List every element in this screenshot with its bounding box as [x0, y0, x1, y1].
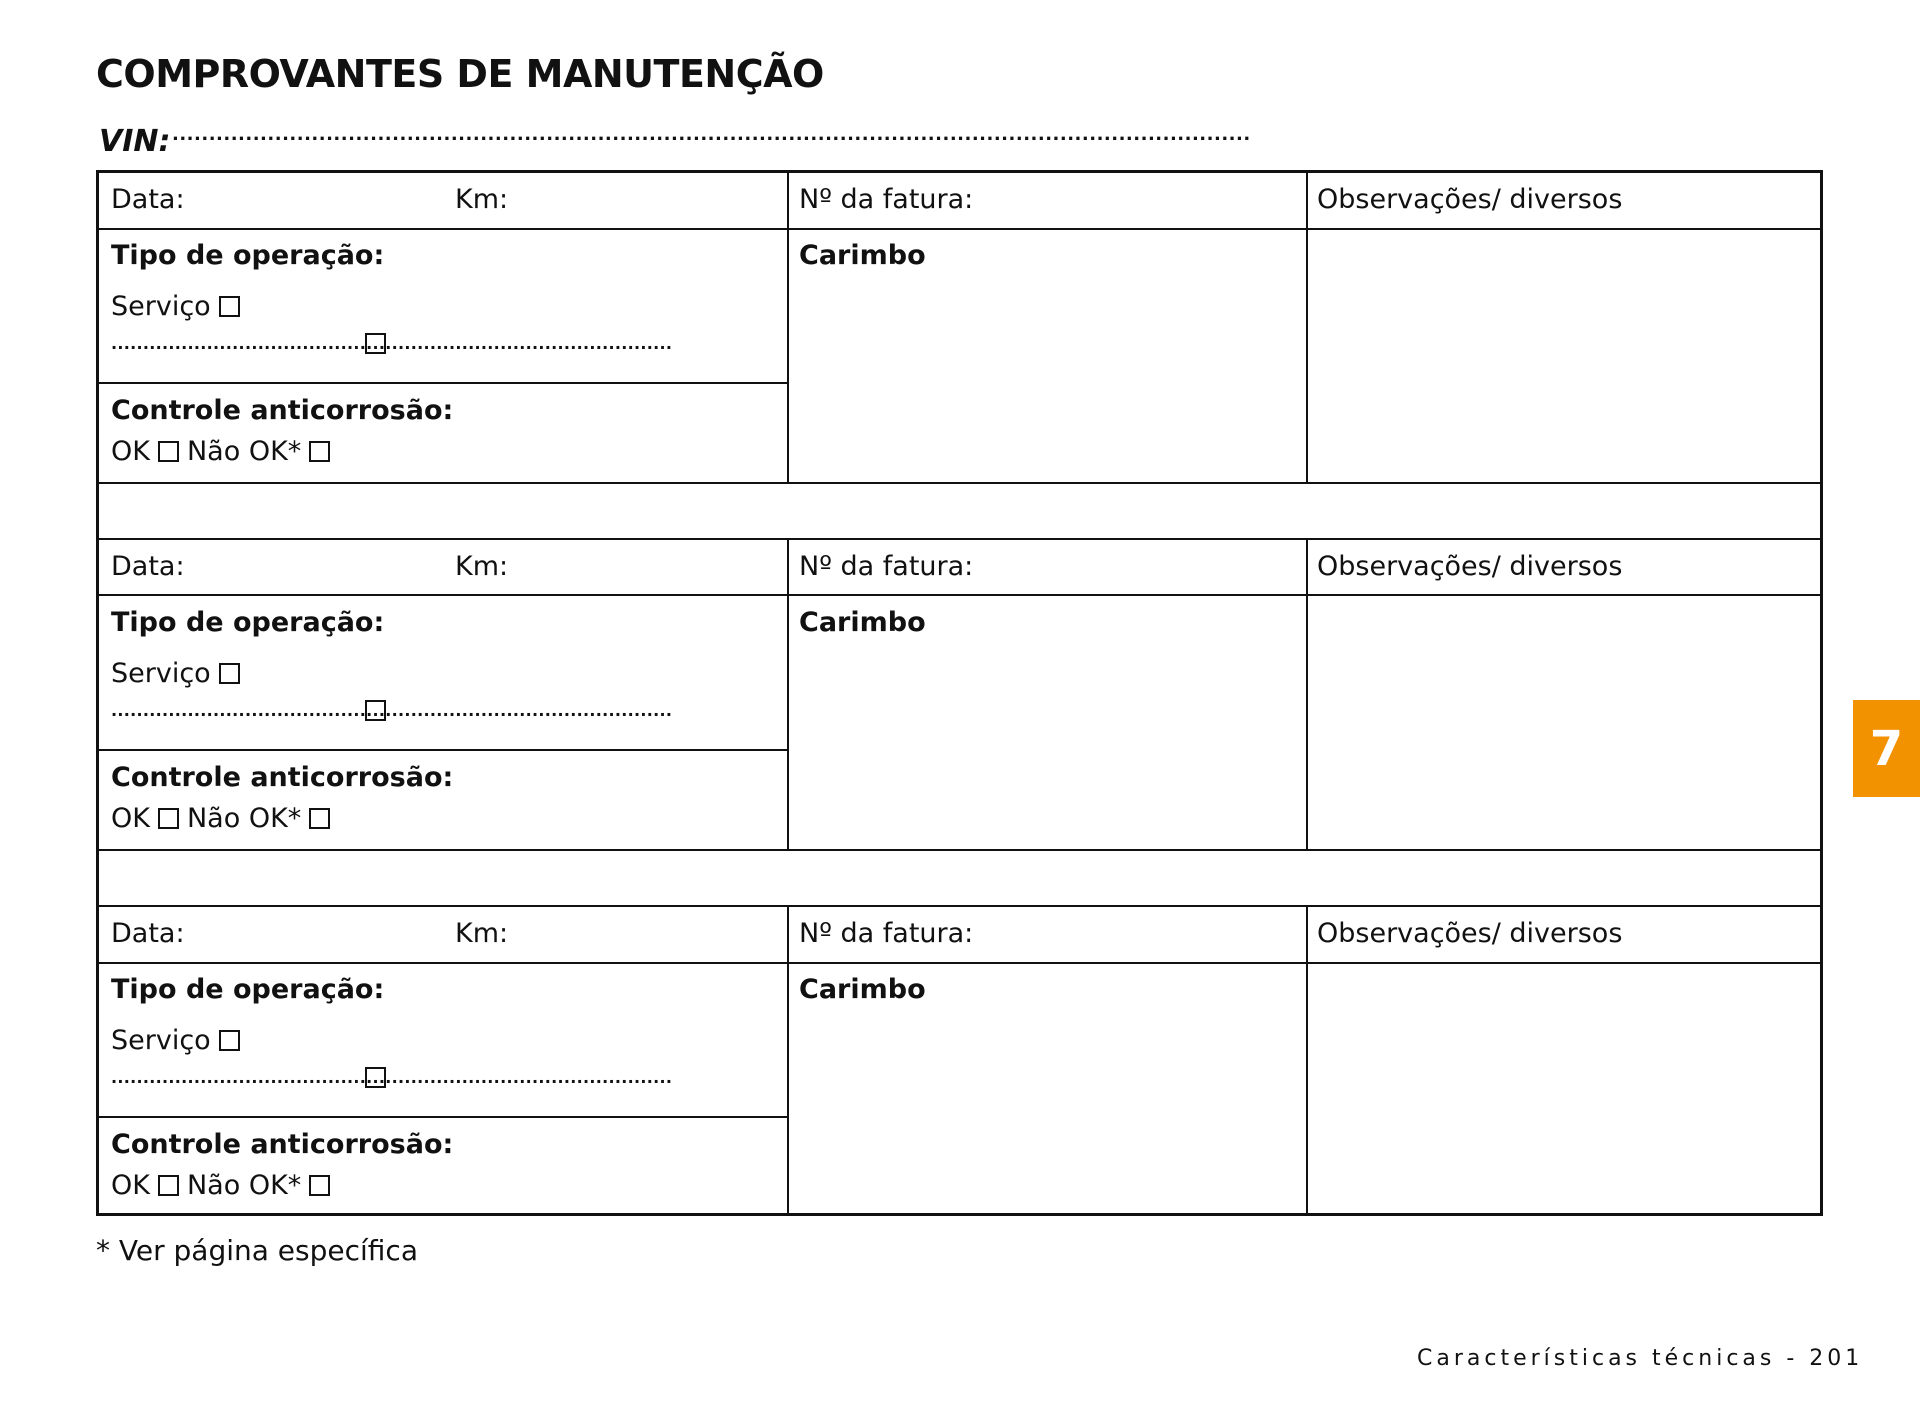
other-option — [111, 333, 673, 354]
service-option — [111, 1025, 248, 1056]
other-operation-checkbox[interactable] — [365, 700, 386, 721]
ok-checkbox[interactable] — [158, 1175, 179, 1196]
grid-line — [1306, 538, 1308, 851]
ok-label: OK — [111, 436, 150, 467]
date-field[interactable]: Data: — [111, 551, 185, 582]
stamp-label: Carimbo — [799, 974, 926, 1005]
grid-line — [99, 382, 789, 384]
operation-type-label: Tipo de operação: — [111, 974, 385, 1005]
service-checkbox[interactable] — [219, 296, 240, 317]
anticorrosion-label: Controle anticorrosão: — [111, 1129, 454, 1160]
anticorrosion-label: Controle anticorrosão: — [111, 395, 454, 426]
grid-line — [1306, 173, 1308, 484]
grid-line — [99, 482, 1820, 484]
invoice-field[interactable]: Nº da fatura: — [799, 551, 974, 582]
other-operation-field[interactable]: ........................................................................................ — [111, 701, 673, 720]
other-option — [111, 700, 673, 721]
ok-checkbox[interactable] — [158, 808, 179, 829]
grid-line — [99, 228, 1820, 230]
service-label: Serviço — [111, 291, 211, 322]
invoice-field[interactable]: Nº da fatura: — [799, 918, 974, 949]
notes-label: Observações/ diversos — [1317, 551, 1623, 582]
service-label: Serviço — [111, 658, 211, 689]
date-field[interactable]: Data: — [111, 184, 185, 215]
grid-line — [99, 538, 1820, 540]
notes-label: Observações/ diversos — [1317, 918, 1623, 949]
date-field[interactable]: Data: — [111, 918, 185, 949]
service-checkbox[interactable] — [219, 663, 240, 684]
page-footer: Características técnicas - 201 — [1417, 1346, 1864, 1371]
grid-line — [1306, 905, 1308, 1213]
stamp-label: Carimbo — [799, 607, 926, 638]
other-operation-field[interactable]: ........................................................................................ — [111, 1068, 673, 1087]
other-operation-checkbox[interactable] — [365, 1067, 386, 1088]
service-option — [111, 291, 248, 322]
operation-type-label: Tipo de operação: — [111, 607, 385, 638]
other-option — [111, 1067, 673, 1088]
anticorrosion-options — [111, 803, 338, 834]
other-operation-checkbox[interactable] — [365, 333, 386, 354]
anticorrosion-label: Controle anticorrosão: — [111, 762, 454, 793]
service-option — [111, 658, 248, 689]
chapter-tab: 7 — [1853, 700, 1920, 797]
km-field[interactable]: Km: — [455, 551, 509, 582]
not-ok-checkbox[interactable] — [309, 1175, 330, 1196]
anticorrosion-options — [111, 436, 338, 467]
not-ok-checkbox[interactable] — [309, 441, 330, 462]
km-field[interactable]: Km: — [455, 184, 509, 215]
not-ok-label: Não OK* — [186, 803, 302, 834]
grid-line — [99, 905, 1820, 907]
ok-label: OK — [111, 803, 150, 834]
not-ok-label: Não OK* — [186, 436, 302, 467]
not-ok-checkbox[interactable] — [309, 808, 330, 829]
grid-line — [99, 1116, 789, 1118]
grid-line — [787, 173, 789, 484]
anticorrosion-options — [111, 1170, 338, 1201]
grid-line — [99, 849, 1820, 851]
grid-line — [99, 594, 1820, 596]
operation-type-label: Tipo de operação: — [111, 240, 385, 271]
km-field[interactable]: Km: — [455, 918, 509, 949]
grid-line — [99, 962, 1820, 964]
other-operation-field[interactable]: ........................................................................................ — [111, 334, 673, 353]
vin-field[interactable]: ................................................................................................................................................... — [172, 124, 1251, 145]
ok-label: OK — [111, 1170, 150, 1201]
grid-line — [99, 749, 789, 751]
invoice-field[interactable]: Nº da fatura: — [799, 184, 974, 215]
footnote: * Ver página específica — [96, 1234, 418, 1267]
grid-line — [787, 905, 789, 1213]
not-ok-label: Não OK* — [186, 1170, 302, 1201]
service-checkbox[interactable] — [219, 1030, 240, 1051]
grid-line — [787, 538, 789, 851]
vin-label: VIN: — [99, 124, 171, 159]
maintenance-form — [96, 170, 1823, 1216]
page-title: COMPROVANTES DE MANUTENÇÃO — [96, 52, 824, 96]
ok-checkbox[interactable] — [158, 441, 179, 462]
notes-label: Observações/ diversos — [1317, 184, 1623, 215]
service-label: Serviço — [111, 1025, 211, 1056]
stamp-label: Carimbo — [799, 240, 926, 271]
